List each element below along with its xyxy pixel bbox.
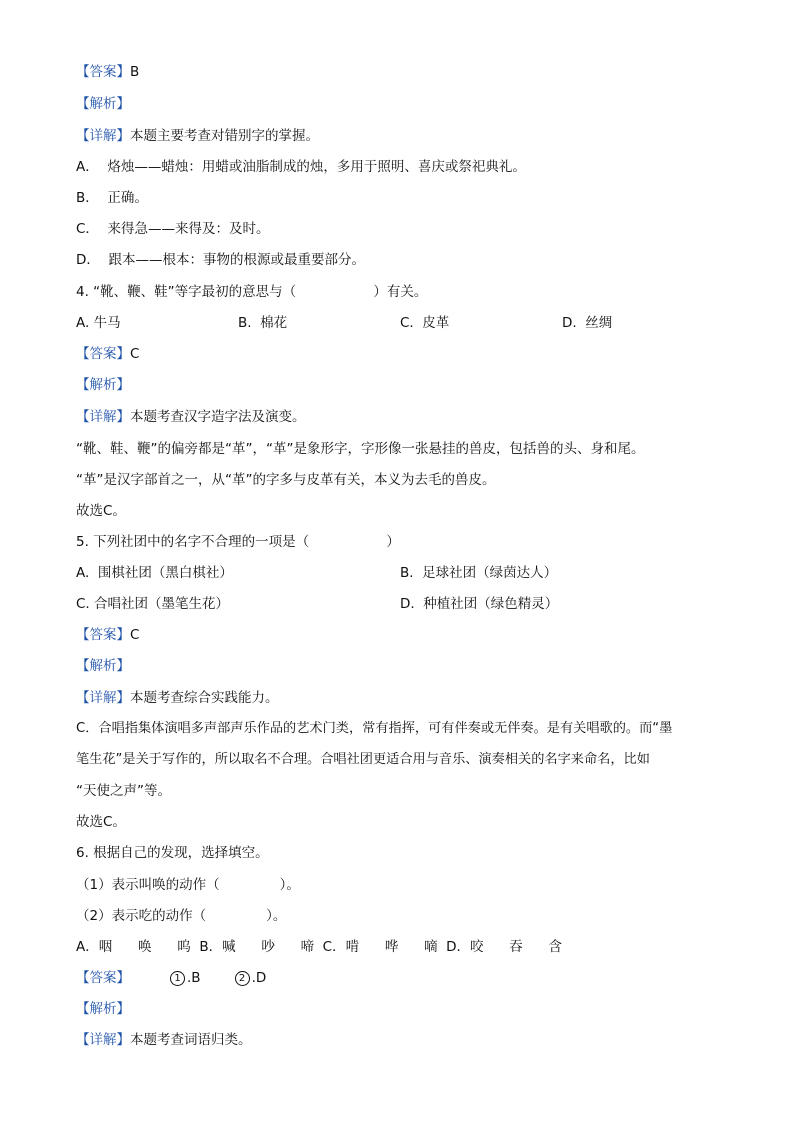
- explain-line: “靴、鞋、鞭”的偏旁都是“革”，“革”是象形字，字形像一张悬挂的兽皮，包括兽的头、身和尾。: [76, 441, 645, 457]
- explain-line: 故选C。: [76, 814, 126, 830]
- detail-row-4: [76, 408, 306, 426]
- explain-line: A． 烙烛——蜡烛：用蜡或油脂制成的烛，多用于照明、喜庆或祭祀典礼。: [76, 159, 526, 175]
- answer-value: B: [130, 64, 140, 80]
- answer-row-6: [76, 969, 266, 987]
- q6-sub-question-1: （1）表示叫唤的动作（ ）。: [76, 877, 300, 893]
- q5-option-c: C. 合唱社团（墨笔生花）: [76, 596, 230, 612]
- q5-option-b: B. 足球社团（绿茵达人）: [400, 565, 558, 581]
- answer-tag: 【答案】: [76, 346, 130, 362]
- q4-option-c: C. 皮革: [400, 315, 450, 331]
- answer-value-1: .B: [187, 970, 201, 986]
- detail-row-5: [76, 689, 279, 707]
- detail-text: 本题考查综合实践能力。: [130, 690, 279, 706]
- answer-value: C: [130, 627, 140, 643]
- analysis-tag: 【解析】: [76, 658, 130, 674]
- analysis-tag: 【解析】: [76, 377, 130, 393]
- answer-value: C: [130, 346, 140, 362]
- explain-line: C．合唱指集体演唱多声部声乐作品的艺术门类，常有指挥，可有伴奏或无伴奏。是有关唱歌的。而“墨: [76, 721, 673, 736]
- answer-row-5: [76, 626, 139, 644]
- detail-text: 本题考查汉字造字法及演变。: [130, 409, 306, 425]
- question-4-stem: 4. “靴、鞭、鞋”等字最初的意思与（ ）有关。: [76, 284, 428, 300]
- answer-tag: 【答案】: [76, 64, 130, 80]
- analysis-tag: 【解析】: [76, 96, 130, 112]
- detail-tag: 【详解】: [76, 690, 130, 706]
- q4-option-d: D. 丝绸: [562, 315, 613, 331]
- circled-number-1: 1: [170, 971, 185, 986]
- q6-choices: A．咽 唤 呜 B．喊 吵 啼 C．啃 哗 嘀 D．咬 吞 含: [76, 939, 563, 955]
- q4-option-b: B. 棉花: [238, 315, 288, 331]
- question-6-stem: 6. 根据自己的发现，选择填空。: [76, 845, 269, 861]
- q6-sub-question-2: （2）表示吃的动作（ ）。: [76, 908, 287, 924]
- explain-line: “天使之声”等。: [76, 783, 171, 799]
- answer-row-4: [76, 345, 139, 363]
- answer-value-2: .D: [251, 970, 267, 986]
- analysis-tag: 【解析】: [76, 1001, 130, 1017]
- circled-number-2: 2: [235, 971, 250, 986]
- q4-option-a: A. 牛马: [76, 315, 121, 331]
- detail-row-6: [76, 1031, 252, 1049]
- detail-tag: 【详解】: [76, 128, 130, 144]
- detail-tag: 【详解】: [76, 409, 130, 425]
- explain-line: C． 来得急——来得及：及时。: [76, 221, 270, 237]
- detail-tag: 【详解】: [76, 1032, 130, 1048]
- explain-line: B． 正确。: [76, 190, 148, 206]
- question-5-stem: 5. 下列社团中的名字不合理的一项是（ ）: [76, 534, 400, 550]
- answer-row-3: [76, 63, 139, 81]
- answer-tag: 【答案】: [76, 627, 130, 643]
- q5-option-d: D. 种植社团（绿色精灵）: [400, 596, 559, 612]
- explain-line: D． 跟本——根本：事物的根源或最重要部分。: [76, 252, 365, 268]
- answer-tag: 【答案】: [76, 970, 130, 986]
- q5-option-a: A. 围棋社团（黑白棋社）: [76, 565, 233, 581]
- explain-line: 笔生花”是关于写作的，所以取名不合理。合唱社团更适合用与音乐、演奏相关的名字来命名，比如: [76, 752, 650, 767]
- explain-line: “革”是汉字部首之一，从“革”的字多与皮革有关，本义为去毛的兽皮。: [76, 472, 496, 488]
- detail-row-3: [76, 127, 319, 145]
- detail-text: 本题主要考查对错别字的掌握。: [130, 128, 319, 144]
- explain-line: 故选C。: [76, 503, 126, 519]
- detail-text: 本题考查词语归类。: [130, 1032, 252, 1048]
